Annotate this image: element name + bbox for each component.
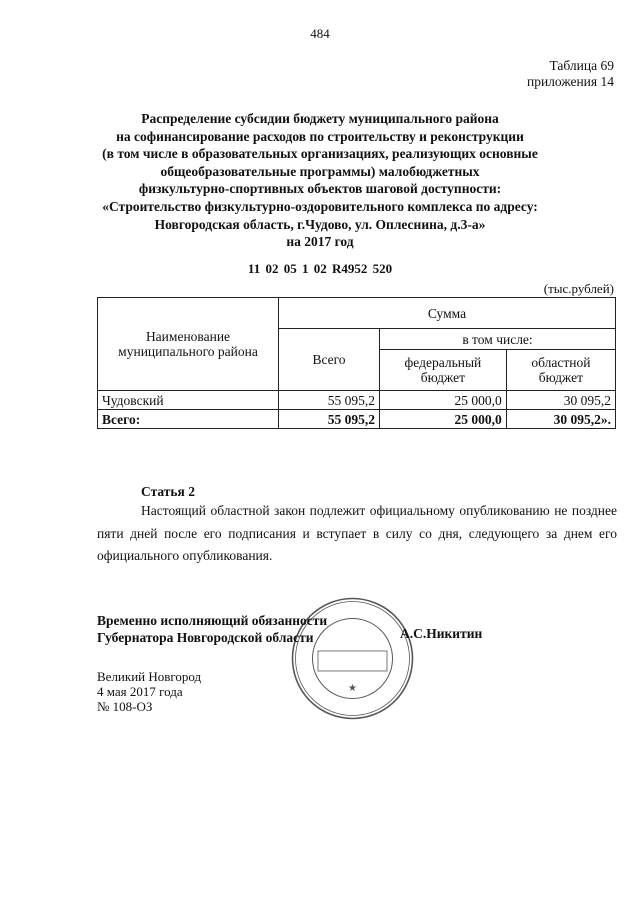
units-label: (тыс.рублей) <box>543 281 614 296</box>
table-ref-line2: приложения 14 <box>526 74 614 89</box>
cell-total-regional: 30 095,2». <box>506 410 615 429</box>
title-line: на 2017 год <box>286 234 354 250</box>
title-line: Новгородская область, г.Чудово, ул. Оплеснина, д.3-а» <box>154 216 486 232</box>
title-line: (в том числе в образовательных организациях, реализующих основные <box>102 146 538 162</box>
header-including: в том числе: <box>380 329 616 350</box>
header-sum: Сумма <box>279 298 616 329</box>
article-title: Статья 2 <box>141 484 195 499</box>
header-federal-budget: федеральный бюджет <box>380 350 507 391</box>
cell-federal: 25 000,0 <box>380 391 507 410</box>
cell-district: Чудовский <box>98 391 279 410</box>
svg-text:★: ★ <box>348 683 357 694</box>
page-number: 484 <box>310 26 330 41</box>
budget-classification-code: 11 02 05 1 02 R4952 520 <box>247 261 393 276</box>
signer-title-line2: Губернатора Новгородской области <box>97 630 314 645</box>
footer-city: Великий Новгород <box>97 669 202 684</box>
table-row <box>98 391 616 410</box>
document-title <box>60 110 580 251</box>
cell-total: 55 095,2 <box>279 391 380 410</box>
table-ref-line1: Таблица 69 <box>549 58 614 73</box>
title-line: общеобразовательные программы) малобюджетных <box>160 163 480 179</box>
title-line: «Строительство физкультурно-оздоровительного комплекса по адресу: <box>102 198 538 214</box>
article-text: Настоящий областной закон подлежит официальному опубликованию не позднее пяти дней после его подписания и вступает в силу со дня, следующего за днем его официального опубликования. <box>97 503 617 563</box>
footer-date: 4 мая 2017 года <box>97 684 183 699</box>
signer-title-line1: Временно исполняющий обязанности <box>97 613 328 628</box>
cell-total-sum: 55 095,2 <box>279 410 380 429</box>
header-district-name: Наименование муниципального района <box>98 298 279 391</box>
title-line: Распределение субсидии бюджету муниципального района <box>141 111 499 126</box>
article-text-block <box>97 500 617 568</box>
title-line: на софинансирование расходов по строительству и реконструкции <box>116 128 524 144</box>
title-line: физкультурно-спортивных объектов шаговой доступности: <box>138 181 502 197</box>
document-footer <box>97 669 201 714</box>
header-regional-budget: областной бюджет <box>506 350 615 391</box>
footer-law-number: № 108-ОЗ <box>97 699 153 714</box>
cell-total-federal: 25 000,0 <box>380 410 507 429</box>
subsidy-distribution-table <box>97 297 616 429</box>
table-totals-row <box>98 410 616 429</box>
header-total: Всего <box>279 329 380 391</box>
table-reference <box>527 58 614 90</box>
cell-regional: 30 095,2 <box>506 391 615 410</box>
signer-name: А.С.Никитин <box>400 626 483 641</box>
cell-total-label: Всего: <box>98 410 279 429</box>
signer-title <box>97 612 327 646</box>
